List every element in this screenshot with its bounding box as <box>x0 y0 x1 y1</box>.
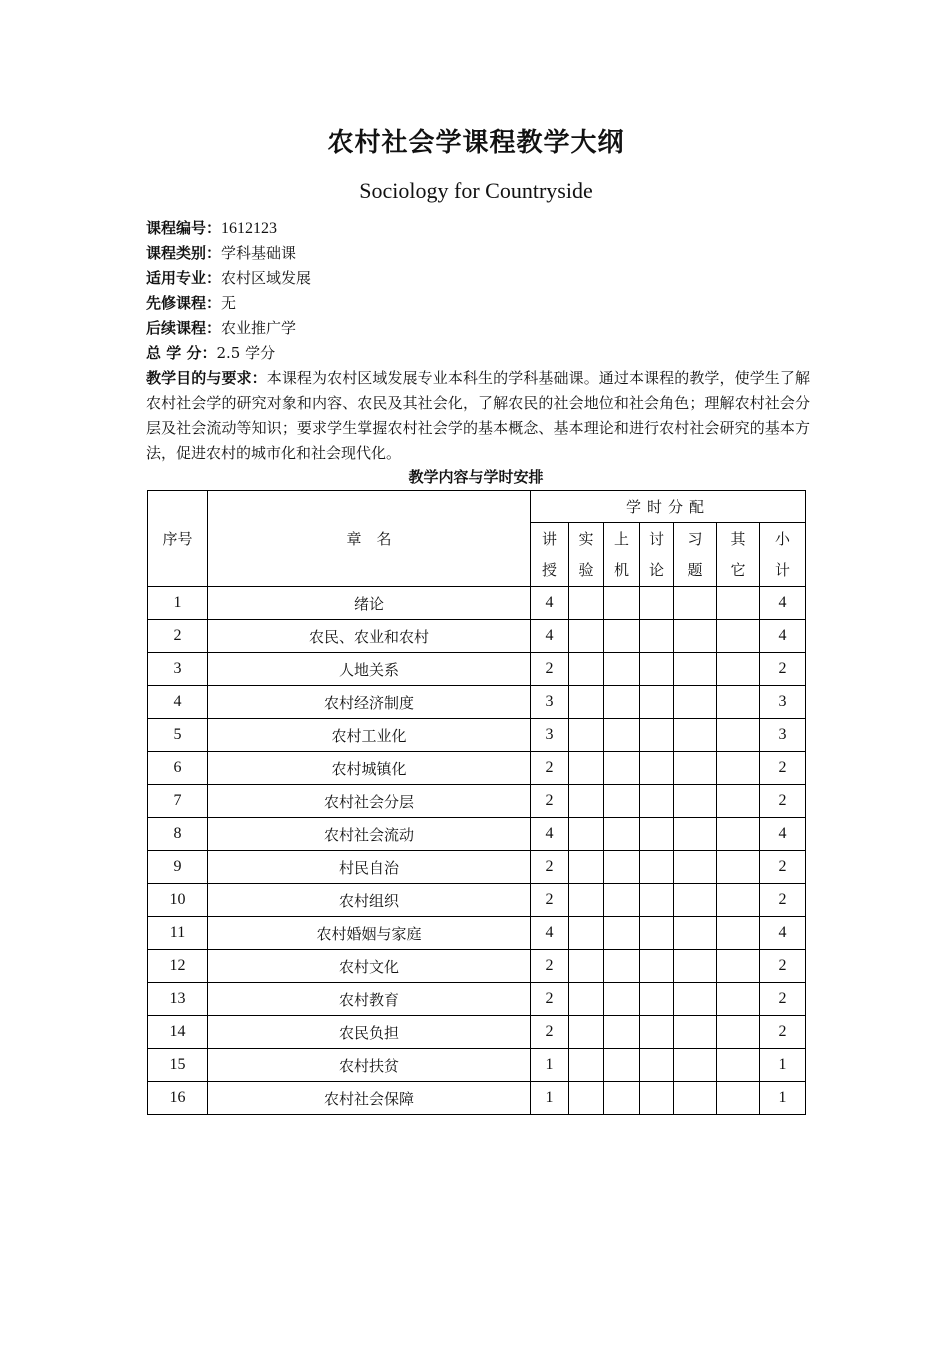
experiment-cell <box>569 686 604 719</box>
other-cell <box>717 785 760 818</box>
discussion-cell <box>640 818 674 851</box>
other-cell <box>717 917 760 950</box>
discussion-cell <box>640 884 674 917</box>
chapter-cell: 农村社会流动 <box>208 818 531 851</box>
lecture-cell: 2 <box>531 983 569 1016</box>
subtotal-cell: 4 <box>760 818 806 851</box>
other-cell <box>717 653 760 686</box>
exercise-cell <box>674 1016 717 1049</box>
exercise-cell <box>674 1049 717 1082</box>
subtotal-cell: 1 <box>760 1049 806 1082</box>
discussion-cell <box>640 752 674 785</box>
table-row <box>148 983 806 1016</box>
header-computer: 上 机 <box>604 523 640 587</box>
subtotal-cell: 2 <box>760 1016 806 1049</box>
info-value: 农业推广学 <box>221 319 297 337</box>
subtotal-cell: 1 <box>760 1082 806 1115</box>
info-label: 总 学 分： <box>146 344 217 362</box>
discussion-cell <box>640 1082 674 1115</box>
table-row <box>148 1082 806 1115</box>
header-subtotal: 小 计 <box>760 523 806 587</box>
lecture-cell: 2 <box>531 752 569 785</box>
chapter-cell: 农村社会保障 <box>208 1082 531 1115</box>
table-row <box>148 653 806 686</box>
computer-cell <box>604 818 640 851</box>
lecture-cell: 2 <box>531 884 569 917</box>
computer-cell <box>604 983 640 1016</box>
seq-cell: 11 <box>148 917 208 950</box>
subtotal-cell: 3 <box>760 686 806 719</box>
chapter-cell: 农村经济制度 <box>208 686 531 719</box>
document-title: 农村社会学课程教学大纲 <box>327 128 625 158</box>
table-row <box>148 719 806 752</box>
seq-cell: 14 <box>148 1016 208 1049</box>
computer-cell <box>604 917 640 950</box>
chapter-cell: 农村组织 <box>208 884 531 917</box>
chapter-cell: 农村文化 <box>208 950 531 983</box>
table-row <box>148 818 806 851</box>
info-course-code <box>146 216 810 241</box>
computer-cell <box>604 620 640 653</box>
lecture-cell: 4 <box>531 917 569 950</box>
computer-cell <box>604 851 640 884</box>
subtotal-cell: 2 <box>760 950 806 983</box>
goal-text: 本课程为农村区域发展专业本科生的学科基础课。通过本课程的教学，使学生了解农村社会学的研究对象和内容、农民及其社会化，了解农民的社会地位和社会角色；理解农村社会分层及社会流动等知识；要求学生掌握农村社会学的基本概念、基本理论和进行农村社会研究的基本方法，促进农村的城市化和社会现代化。 <box>146 369 810 462</box>
header-seq: 序号 <box>148 491 208 587</box>
table-row <box>148 851 806 884</box>
seq-cell: 16 <box>148 1082 208 1115</box>
chapter-cell: 绪论 <box>208 587 531 620</box>
exercise-cell <box>674 983 717 1016</box>
computer-cell <box>604 785 640 818</box>
table-row <box>148 785 806 818</box>
seq-cell: 7 <box>148 785 208 818</box>
computer-cell <box>604 752 640 785</box>
seq-cell: 2 <box>148 620 208 653</box>
discussion-cell <box>640 587 674 620</box>
experiment-cell <box>569 983 604 1016</box>
computer-cell <box>604 587 640 620</box>
goal-label: 教学目的与要求： <box>146 369 267 387</box>
chapter-cell: 农村婚姻与家庭 <box>208 917 531 950</box>
computer-cell <box>604 1016 640 1049</box>
subtotal-cell: 2 <box>760 785 806 818</box>
other-cell <box>717 950 760 983</box>
info-label: 先修课程： <box>146 294 222 312</box>
chapter-cell: 农民、农业和农村 <box>208 620 531 653</box>
exercise-cell <box>674 1082 717 1115</box>
course-info <box>146 216 810 466</box>
chapter-cell: 农村城镇化 <box>208 752 531 785</box>
lecture-cell: 4 <box>531 620 569 653</box>
lecture-cell: 1 <box>531 1049 569 1082</box>
seq-cell: 10 <box>148 884 208 917</box>
computer-cell <box>604 950 640 983</box>
computer-cell <box>604 884 640 917</box>
info-label: 后续课程： <box>146 319 222 337</box>
lecture-cell: 4 <box>531 587 569 620</box>
discussion-cell <box>640 983 674 1016</box>
experiment-cell <box>569 752 604 785</box>
lecture-cell: 3 <box>531 686 569 719</box>
table-row <box>148 884 806 917</box>
discussion-cell <box>640 1049 674 1082</box>
discussion-cell <box>640 686 674 719</box>
discussion-cell <box>640 950 674 983</box>
lecture-cell: 2 <box>531 851 569 884</box>
info-value: 1612123 <box>221 220 278 237</box>
discussion-cell <box>640 851 674 884</box>
chapter-cell: 农村教育 <box>208 983 531 1016</box>
experiment-cell <box>569 1082 604 1115</box>
seq-cell: 13 <box>148 983 208 1016</box>
seq-cell: 5 <box>148 719 208 752</box>
subtotal-cell: 2 <box>760 884 806 917</box>
computer-cell <box>604 653 640 686</box>
seq-cell: 9 <box>148 851 208 884</box>
table-row <box>148 950 806 983</box>
experiment-cell <box>569 884 604 917</box>
info-value: 无 <box>221 294 237 312</box>
table-row <box>148 587 806 620</box>
exercise-cell <box>674 884 717 917</box>
subtotal-cell: 2 <box>760 752 806 785</box>
other-cell <box>717 1049 760 1082</box>
header-lecture: 讲 授 <box>531 523 569 587</box>
schedule-table <box>147 490 806 1115</box>
subtotal-cell: 4 <box>760 620 806 653</box>
discussion-cell <box>640 653 674 686</box>
info-major <box>146 266 810 291</box>
header-chapter: 章 名 <box>208 491 531 587</box>
info-prerequisite <box>146 291 810 316</box>
exercise-cell <box>674 851 717 884</box>
other-cell <box>717 983 760 1016</box>
chapter-cell: 人地关系 <box>208 653 531 686</box>
other-cell <box>717 686 760 719</box>
subtotal-cell: 2 <box>760 653 806 686</box>
table-row <box>148 917 806 950</box>
computer-cell <box>604 719 640 752</box>
schedule-body <box>148 587 806 1115</box>
info-credits <box>146 341 810 366</box>
computer-cell <box>604 1049 640 1082</box>
seq-cell: 6 <box>148 752 208 785</box>
computer-cell <box>604 686 640 719</box>
info-value: 学科基础课 <box>221 244 297 262</box>
exercise-cell <box>674 719 717 752</box>
teaching-goal <box>146 366 810 466</box>
table-row <box>148 1049 806 1082</box>
table-caption: 教学内容与学时安排 <box>408 468 544 486</box>
info-label: 适用专业： <box>146 269 222 287</box>
discussion-cell <box>640 620 674 653</box>
exercise-cell <box>674 620 717 653</box>
experiment-cell <box>569 1049 604 1082</box>
discussion-cell <box>640 785 674 818</box>
exercise-cell <box>674 785 717 818</box>
subtotal-cell: 2 <box>760 851 806 884</box>
experiment-cell <box>569 719 604 752</box>
header-hour-allocation: 学时分配 <box>531 491 806 523</box>
table-row <box>148 752 806 785</box>
info-value: 农村区域发展 <box>221 269 312 287</box>
chapter-cell: 农村社会分层 <box>208 785 531 818</box>
other-cell <box>717 752 760 785</box>
table-row <box>148 620 806 653</box>
seq-cell: 15 <box>148 1049 208 1082</box>
exercise-cell <box>674 587 717 620</box>
experiment-cell <box>569 653 604 686</box>
seq-cell: 4 <box>148 686 208 719</box>
header-exercise: 习 题 <box>674 523 717 587</box>
subtotal-cell: 2 <box>760 983 806 1016</box>
discussion-cell <box>640 719 674 752</box>
other-cell <box>717 1016 760 1049</box>
experiment-cell <box>569 851 604 884</box>
info-course-category <box>146 241 810 266</box>
other-cell <box>717 818 760 851</box>
discussion-cell <box>640 917 674 950</box>
lecture-cell: 4 <box>531 818 569 851</box>
table-row <box>148 686 806 719</box>
info-follow-up <box>146 316 810 341</box>
header-discussion: 讨 论 <box>640 523 674 587</box>
exercise-cell <box>674 653 717 686</box>
experiment-cell <box>569 785 604 818</box>
exercise-cell <box>674 686 717 719</box>
chapter-cell: 农民负担 <box>208 1016 531 1049</box>
lecture-cell: 3 <box>531 719 569 752</box>
seq-cell: 8 <box>148 818 208 851</box>
subtotal-cell: 4 <box>760 917 806 950</box>
experiment-cell <box>569 917 604 950</box>
other-cell <box>717 719 760 752</box>
lecture-cell: 1 <box>531 1082 569 1115</box>
seq-cell: 12 <box>148 950 208 983</box>
exercise-cell <box>674 950 717 983</box>
experiment-cell <box>569 620 604 653</box>
header-experiment: 实 验 <box>569 523 604 587</box>
lecture-cell: 2 <box>531 785 569 818</box>
subtotal-cell: 4 <box>760 587 806 620</box>
chapter-cell: 村民自治 <box>208 851 531 884</box>
seq-cell: 1 <box>148 587 208 620</box>
info-label: 课程编号： <box>146 219 222 237</box>
other-cell <box>717 620 760 653</box>
other-cell <box>717 884 760 917</box>
table-row <box>148 1016 806 1049</box>
seq-cell: 3 <box>148 653 208 686</box>
experiment-cell <box>569 950 604 983</box>
exercise-cell <box>674 752 717 785</box>
subtotal-cell: 3 <box>760 719 806 752</box>
chapter-cell: 农村扶贫 <box>208 1049 531 1082</box>
info-label: 课程类别： <box>146 244 222 262</box>
experiment-cell <box>569 818 604 851</box>
header-other: 其 它 <box>717 523 760 587</box>
experiment-cell <box>569 1016 604 1049</box>
other-cell <box>717 851 760 884</box>
exercise-cell <box>674 917 717 950</box>
chapter-cell: 农村工业化 <box>208 719 531 752</box>
computer-cell <box>604 1082 640 1115</box>
exercise-cell <box>674 818 717 851</box>
lecture-cell: 2 <box>531 1016 569 1049</box>
experiment-cell <box>569 587 604 620</box>
other-cell <box>717 587 760 620</box>
lecture-cell: 2 <box>531 950 569 983</box>
info-value: 2.5 学分 <box>216 344 276 362</box>
discussion-cell <box>640 1016 674 1049</box>
other-cell <box>717 1082 760 1115</box>
lecture-cell: 2 <box>531 653 569 686</box>
document-subtitle: Sociology for Countryside <box>359 178 593 203</box>
